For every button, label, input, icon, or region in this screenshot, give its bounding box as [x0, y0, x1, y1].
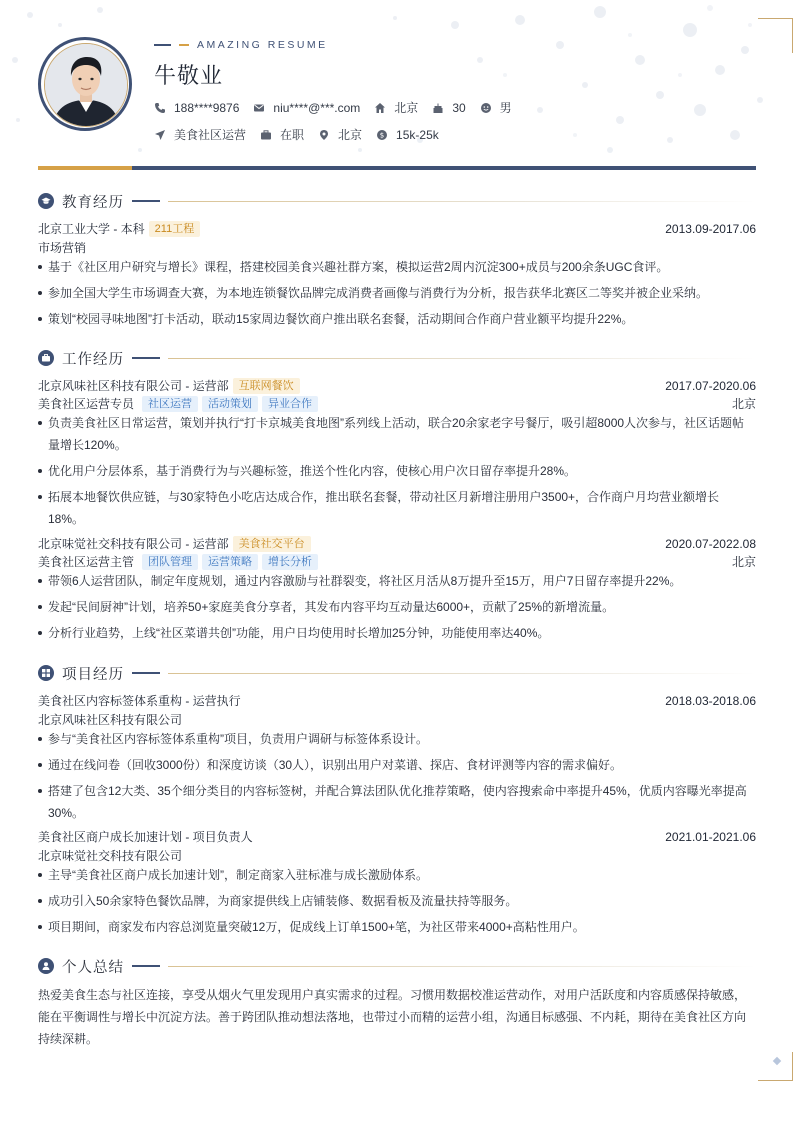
list-item: 参与“美食社区内容标签体系重构”项目，负责用户调研与标签体系设计。 [38, 728, 756, 750]
mail-icon [253, 102, 265, 114]
section-education-header [38, 192, 756, 210]
list-item: 拓展本地餐饮供应链，与30家特色小吃店达成合作，推出联名套餐，带动社区月新增注册用户3500+，合作商户月均营业额增长 18%。 [38, 486, 756, 530]
intent-city-text: 北京 [338, 128, 363, 142]
intent-position-text: 美食社区运营 [174, 128, 247, 142]
salary-item [376, 128, 439, 142]
project-org: 北京味觉社交科技有限公司 [38, 849, 183, 863]
intent-position-item [154, 126, 246, 143]
section-projects-header [38, 664, 756, 682]
company-name: 北京味觉社交科技有限公司 - 运营部 [38, 537, 229, 551]
list-item: 通过在线问卷（回收3000份）和深度访谈（30人），识别出用户对菜谱、探店、食材评测等内容的需求偏好。 [38, 754, 756, 776]
major: 市场营销 [38, 241, 87, 255]
job-entry-header [38, 377, 756, 394]
graduation-cap-icon [38, 193, 54, 209]
list-item: 基于《社区用户研究与增长》课程，搭建校园美食兴趣社群方案，模拟运营2周内沉淀300+成员与200余条UGC食评。 [38, 256, 756, 278]
location-icon [318, 129, 330, 141]
section-title: 项目经历 [62, 666, 124, 683]
list-item: 分析行业趋势，上线“社区菜谱共创”功能，用户日均使用时长增加25分钟，功能使用率达40%。 [38, 622, 756, 644]
home-text: 北京 [394, 101, 419, 115]
school-tag: 211工程 [149, 221, 201, 237]
user-icon [38, 958, 54, 974]
age-text: 30 [452, 100, 466, 115]
phone-item [154, 101, 239, 115]
corner-ornament-top-right [758, 18, 793, 53]
job-role: 美食社区运营主管 [38, 555, 135, 569]
smile-icon [480, 102, 492, 114]
tagline-line [154, 44, 171, 46]
tagline-accent [179, 44, 189, 46]
section-summary-header [38, 957, 756, 975]
job-role-row [38, 553, 756, 570]
tagline-text: AMAZING RESUME [197, 39, 328, 51]
status-item [260, 126, 304, 143]
section-title: 个人总结 [62, 959, 124, 976]
list-item: 优化用户分层体系，基于消费行为与兴趣标签，推送个性化内容，使核心用户次日留存率提升28%。 [38, 460, 756, 482]
grid-icon [38, 665, 54, 681]
skill-tag: 团队管理 [142, 554, 198, 570]
avatar [38, 37, 132, 131]
header-divider [38, 166, 756, 170]
project-name: 美食社区内容标签体系重构 - 运营执行 [38, 694, 241, 708]
list-item: 带领6人运营团队，制定年度规划，通过内容激励与社群裂变，将社区月活从8万提升至15万，用户7日留存率提升22%。 [38, 570, 756, 592]
list-item: 发起“民间厨神”计划，培养50+家庭美食分享者，其发布内容平均互动量达6000+，贡献了25%的新增流量。 [38, 596, 756, 618]
industry-tag: 互联网餐饮 [233, 378, 300, 394]
job-date: 2020.07-2022.08 [665, 536, 756, 551]
home-item [374, 99, 418, 116]
status-text: 在职 [280, 128, 305, 142]
list-item: 策划“校园寻味地图”打卡活动，联动15家周边餐饮商户推出联名套餐，活动期间合作商户营业额平均提升22%。 [38, 308, 756, 330]
list-item: 成功引入50余家特色餐饮品牌，为商家提供线上店铺装修、数据看板及流量扶持等服务。 [38, 890, 756, 912]
briefcase-icon [260, 129, 272, 141]
diamond-icon [773, 1057, 781, 1065]
gender-item [480, 99, 512, 116]
email-item [253, 101, 360, 115]
project-org: 北京风味社区科技有限公司 [38, 713, 183, 727]
avatar-photo [44, 43, 128, 127]
list-item: 负责美食社区日常运营，策划并执行“打卡京城美食地图”系列线上活动，联合20余家老字号餐厅，吸引超8000人次参与，社区话题帖 量增长120%。 [38, 412, 756, 456]
project-date: 2021.01-2021.06 [665, 829, 756, 844]
job-intent-row [154, 126, 453, 143]
project-name: 美食社区商户成长加速计划 - 项目负责人 [38, 830, 253, 844]
job-city: 北京 [731, 555, 756, 569]
list-item: 主导“美食社区商户成长加速计划”，制定商家入驻标准与成长激励体系。 [38, 864, 756, 886]
intent-city-item [318, 126, 362, 143]
job-role: 美食社区运营专员 [38, 397, 135, 411]
phone-icon [154, 102, 166, 114]
industry-tag: 美食社交平台 [233, 536, 311, 552]
summary-text: 热爱美食生态与社区连接，享受从烟火气里发现用户真实需求的过程。习惯用数据校准运营动作，对用户活跃度和内容质感保持敏感， 能在平衡调性与增长中沉淀方法。善于跨团队推动想法落地，也带过小而精的运营小组，沟通目标感强、不内耗，期待在美食社区方向 持续深耕。 [38, 988, 747, 1046]
briefcase-icon [38, 350, 54, 366]
skill-tag: 增长分析 [262, 554, 318, 570]
home-icon [374, 102, 386, 114]
job-city: 北京 [731, 397, 756, 411]
tagline [154, 39, 328, 51]
skill-tag: 社区运营 [142, 396, 198, 412]
skill-tag: 活动策划 [202, 396, 258, 412]
age-item [432, 101, 465, 115]
email-text: niu****@***.com [273, 100, 361, 115]
education-date: 2013.09-2017.06 [665, 221, 756, 236]
list-item: 参加全国大学生市场调查大赛，为本地连锁餐饮品牌完成消费者画像与消费行为分析，报告获华北赛区二等奖并被企业采纳。 [38, 282, 756, 304]
cake-icon [432, 102, 444, 114]
school-name: 北京工业大学 - 本科 [38, 222, 145, 236]
candidate-name: 牛敬业 [154, 63, 224, 88]
section-title: 工作经历 [62, 351, 124, 368]
list-item: 项目期间，商家发布内容总浏览量突破12万，促成线上订单1500+笔，为社区带来4000+高粘性用户。 [38, 916, 756, 938]
job-entry-header [38, 535, 756, 552]
skill-tag: 异业合作 [262, 396, 318, 412]
corner-ornament-bottom-right [758, 1052, 793, 1081]
svg-text:$: $ [379, 131, 385, 140]
education-entry-header [38, 220, 756, 237]
skill-tag: 运营策略 [202, 554, 258, 570]
project-entry-header [38, 828, 756, 845]
job-role-row [38, 395, 756, 412]
job-date: 2017.07-2020.06 [665, 378, 756, 393]
send-icon [154, 129, 166, 141]
coin-icon [376, 129, 388, 141]
list-item: 搭建了包含12大类、35个细分类目的内容标签树，并配合算法团队优化推荐策略，使内容搜索命中率提升45%，优质内容曝光率提高 30%。 [38, 780, 756, 824]
contact-row [154, 99, 526, 116]
gender-text: 男 [499, 101, 512, 115]
project-date: 2018.03-2018.06 [665, 693, 756, 708]
project-entry-header [38, 692, 756, 709]
section-work-header [38, 349, 756, 367]
salary-text: 15k-25k [396, 127, 439, 142]
company-name: 北京风味社区科技有限公司 - 运营部 [38, 379, 229, 393]
phone-text: 188****9876 [174, 100, 240, 115]
section-title: 教育经历 [62, 194, 124, 211]
